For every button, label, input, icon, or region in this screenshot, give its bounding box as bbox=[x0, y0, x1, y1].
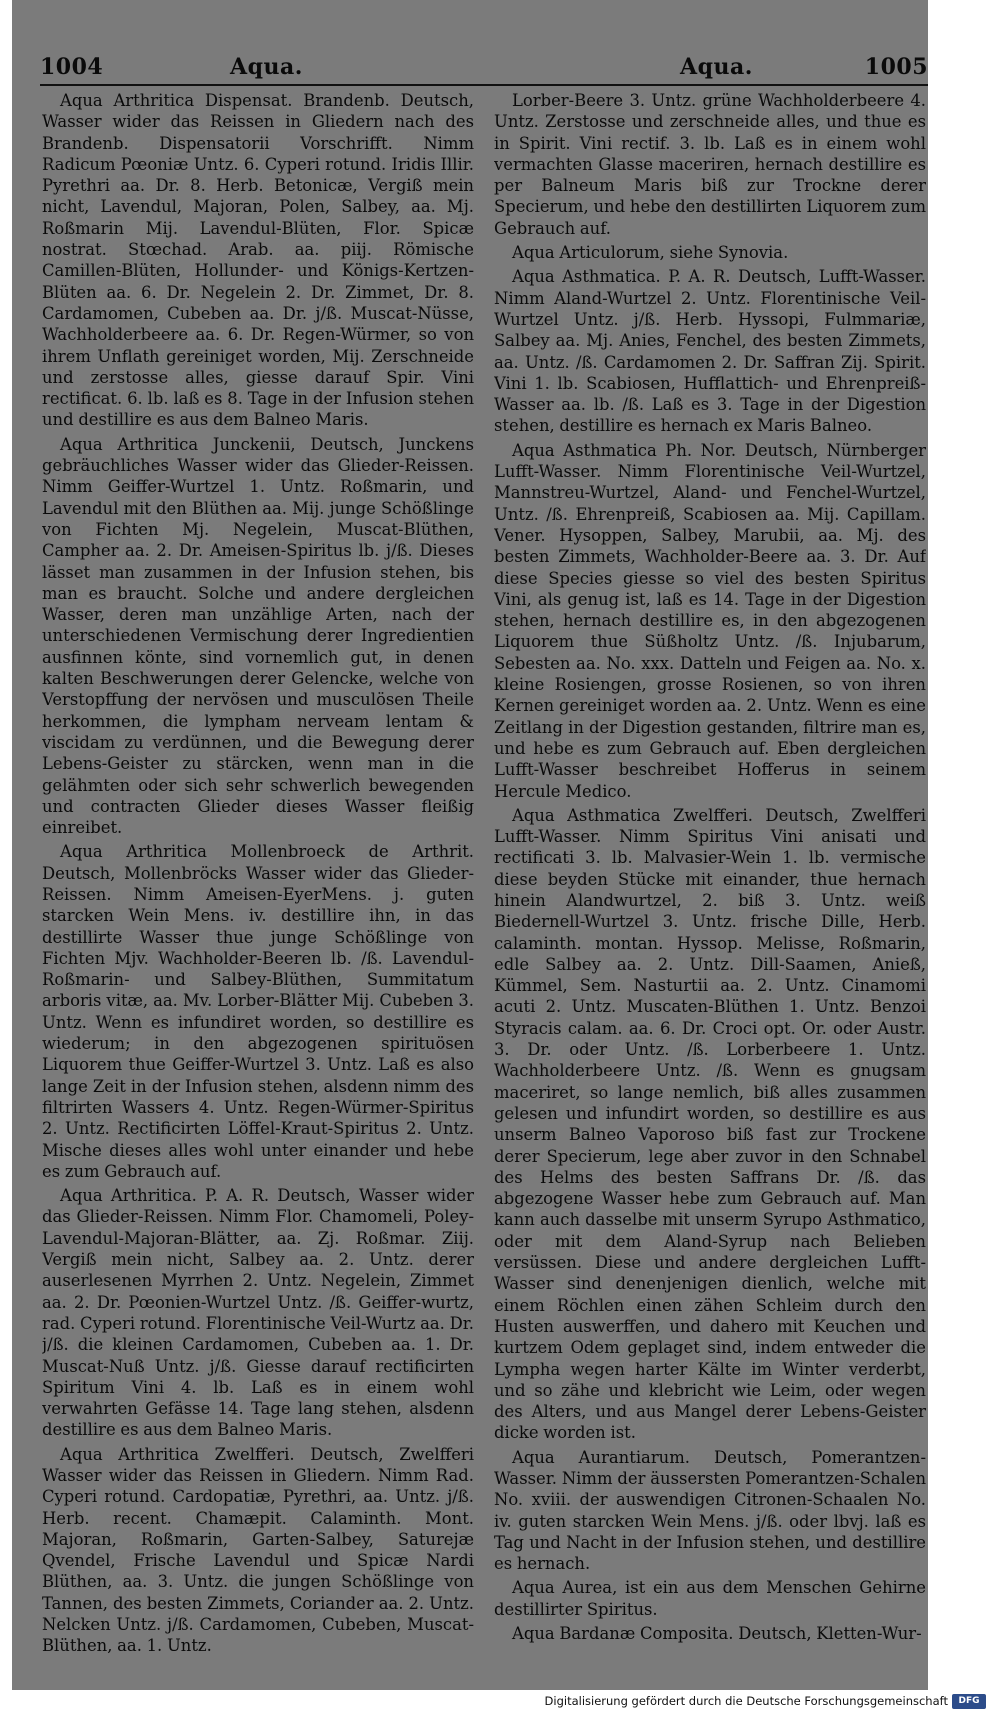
entry-arthritica-mollenbroeck: Aqua Arthritica Mollenbroeck de Arthrit. Deutsch, Mollenbröcks Wasser wider das Glieder-Reissen. Nimm Ameisen-EyerMens. j. guten starcken Wein Mens. iv. destillire ihn, in das destillirte Wasser thue junge Schößlinge von Fichten Mjv. Wachholder-Beeren lb. /ß. Lavendul-Roßmarin- und Salbey-Blüthen, Summitatum arboris vitæ, aa. Mv. Lorber-Blätter Mij. Cubeben 3. Untz. Wenn es infundiret worden, so destillire es wiederum; in den abgezogenen spirituösen Liquorem thue Geiffer-Wurtzel 3. Untz. Laß es also lange Zeit in der Infusion stehen, alsdenn nimm des filtrirten Wassers 4. Untz. Regen-Würmer-Spiritus 2. Untz. Rectificirten Löffel-Kraut-Spiritus 2. Untz. Mische dieses alles wohl unter einander und hebe es zum Gebrauch auf. bbox=[42, 842, 474, 1181]
page-number-right: 1005 bbox=[864, 54, 928, 80]
left-column bbox=[42, 90, 474, 1658]
entry-asthmatica-zwelfferi: Aqua Asthmatica Zwelfferi. Deutsch, Zwelfferi Lufft-Wasser. Nimm Spiritus Vini anisati und rectificati 3. lb. Malvasier-Wein 1. lb. vermische diese beyden Stücke mit einander, thue hernach hinein Alandwurtzel, 2. biß 3. Untz. weiß Biedernell-Wurtzel 3. Untz. frische Dille, Herb. calaminth. montan. Hyssop. Melisse, Roßmarin, edle Salbey aa. 2. Untz. Dill-Saamen, Anieß, Kümmel, Sem. Nasturtii aa. 2. Untz. Cinamomi acuti 2. Untz. Muscaten-Blüthen 1. Untz. Benzoi Styracis calam. aa. 6. Dr. Croci opt. Or. oder Austr. 3. Dr. oder Untz. /ß. Lorberbeere 1. Untz. Wachholderbeere Untz. /ß. Wenn es gnugsam maceriret, so lange nemlich, biß alles zusammen gelesen und infundirt worden, so destillire es aus unserm Balneo Vaporoso biß fast zur Trockene derer Specierum, lege aber zuvor in den Schnabel des Helms des besten Saffrans Dr. /ß. das abgezogene Wasser hebe zum Gebrauch auf. Man kann auch dasselbe mit unserm Syrupo Asthmatico, oder mit dem Aland-Syrup nach Belieben versüssen. Diese und andere dergleichen Lufft-Wasser sind denenjenigen dienlich, welche mit einem Röchlen einen zähen Schleim durch den Husten auswerffen, und dahero mit Keuchen und kurtzem Odem geplaget sind, indem entweder die Lympha wegen harter Kälte im Winter verderbt, und so zähe und klebricht wie Leim, oder wegen des Alters, und aus Mangel derer Lebens-Geister dicke worden ist. bbox=[494, 805, 926, 1443]
entry-aurantiarum: Aqua Aurantiarum. Deutsch, Pomerantzen-Wasser. Nimm der äussersten Pomerantzen-Schalen No. xviii. der auswendigen Citronen-Schaalen No. iv. guten starcken Wein Mens. j/ß. oder lbvj. laß es Tag und Nacht in der Infusion stehen, und destillire es hernach. bbox=[494, 1447, 926, 1574]
entry-arthritica-brandenb: Aqua Arthritica Dispensat. Brandenb. Deutsch, Wasser wider das Reissen in Gliedern nach des Brandenb. Dispensatorii Vorschrifft. Nimm Radicum Pœoniæ Untz. 6. Cyperi rotund. Iridis Illir. Pyrethri aa. Dr. 8. Herb. Betonicæ, Vergiß mein nicht, Lavendul, Majoran, Polen, Salbey, aa. Mj. Roßmarin Mij. Lavendul-Blüten, Flor. Spicæ nostrat. Stœchad. Arab. aa. piij. Römische Camillen-Blüten, Hollunder- und Königs-Kertzen-Blüten aa. 6. Dr. Negelein 2. Dr. Zimmet, Dr. 8. Cardamomen, Cubeben aa. Dr. j/ß. Muscat-Nüsse, Wachholderbeere aa. 6. Dr. Regen-Würmer, so von ihrem Unflath gereiniget worden, Mij. Zerschneide und zerstosse alles, giesse darauf Spir. Vini rectificat. 6. lb. laß es 8. Tage in der Infusion stehen und destillire es aus dem Balneo Maris. bbox=[42, 91, 474, 430]
entry-continuation: Lorber-Beere 3. Untz. grüne Wachholderbeere 4. Untz. Zerstosse und zerschneide alles, und thue es in Spirit. Vini rectif. 3. lb. Laß es in einem wohl vermachten Glasse maceriren, hernach destillire es per Balneum Maris biß zur Trockne derer Specierum, und hebe den destillirten Liquorem zum Gebrauch auf. bbox=[494, 91, 926, 238]
entry-articulorum: Aqua Articulorum, siehe Synovia. bbox=[512, 243, 789, 263]
running-title-left: Aqua. bbox=[230, 54, 303, 80]
entry-asthmatica-nor: Aqua Asthmatica Ph. Nor. Deutsch, Nürnberger Lufft-Wasser. Nimm Florentinische Veil-Wurtzel, Mannstreu-Wurtzel, Aland- und Fenchel-Wurtzel, Untz. /ß. Ehrenpreiß, Scabiosen aa. Mij. Capillam. Vener. Hysoppen, Salbey, Marubii, aa. Mj. des besten Zimmets, Wachholder-Beere aa. 3. Dr. Auf diese Species giesse so viel des besten Spiritus Vini, als genug ist, laß es 14. Tage in der Digestion stehen, hernach destillire es, in den abgezogenen Liquorem thue Süßholtz Untz. /ß. Injubarum, Sebesten aa. No. xxx. Datteln und Feigen aa. No. x. kleine Rosiengen, grosse Rosienen, so von ihren Kernen gereiniget worden aa. 2. Untz. Wenn es eine Zeitlang in der Digestion gestanden, filtrire man es, und hebe es zum Gebrauch auf. Eben dergleichen Lufft-Wasser beschreibet Hofferus in seinem Hercule Medico. bbox=[494, 440, 926, 801]
running-title-right: Aqua. bbox=[680, 54, 753, 80]
entry-aurea: Aqua Aurea, ist ein aus dem Menschen Gehirne destillirter Spiritus. bbox=[494, 1578, 926, 1619]
page-number-left: 1004 bbox=[40, 54, 104, 80]
right-column bbox=[494, 90, 926, 1658]
dfg-logo: DFG bbox=[952, 1694, 986, 1709]
page-body bbox=[40, 50, 928, 1690]
entry-arthritica-junckenii: Aqua Arthritica Junckenii, Deutsch, Junckens gebräuchliches Wasser wider das Glieder-Reissen. Nimm Geiffer-Wurtzel 1. Untz. Roßmarin, und Lavendul mit den Blüthen aa. Mij. junge Schößlinge von Fichten Mj. Negelein, Muscat-Blüthen, Campher aa. 2. Dr. Ameisen-Spiritus lb. j/ß. Dieses lässet man zusammen in der Infusion stehen, bis man es braucht. Solche und andere dergleichen Wasser, deren man unzählige Arten, nach der unterschiedenen Vermischung derer Ingredientien ausfinnen könte, sind vornemlich gut, in denen kalten Beschwerungen derer Gelencke, welche von Verstopffung der nervösen und musculösen Theile herkommen, die lympham nerveam lentam & viscidam zu verdünnen, und die Bewegung derer Lebens-Geister zu stärcken, wenn man in die gelähmten oder sich sehr schwerlich bewegenden und contracten Glieder dieses Wasser fleißig einreibet. bbox=[42, 434, 474, 838]
digitization-credit: Digitalisierung gefördert durch die Deutsche Forschungsgemeinschaft bbox=[544, 1694, 948, 1708]
left-margin bbox=[0, 0, 12, 1712]
running-header bbox=[40, 50, 928, 86]
right-margin bbox=[928, 0, 1000, 1712]
entry-bardanae: Aqua Bardanæ Composita. Deutsch, Kletten-Wur- bbox=[512, 1624, 922, 1644]
footer-strip bbox=[0, 1690, 1000, 1712]
entry-asthmatica-par: Aqua Asthmatica. P. A. R. Deutsch, Lufft-Wasser. Nimm Aland-Wurtzel 2. Untz. Florentinische Veil-Wurtzel Untz. j/ß. Herb. Hyssopi, Fulmmariæ, Salbey aa. Mj. Anies, Fenchel, des besten Zimmets, aa. Untz. /ß. Cardamomen 2. Dr. Saffran Zij. Spirit. Vini 1. lb. Scabiosen, Hufflattich- und Ehrenpreiß-Wasser aa. lb. /ß. Laß es 3. Tage in der Digestion stehen, destillire es hernach ex Maris Balneo. bbox=[494, 267, 926, 436]
entry-arthritica-zwelfferi: Aqua Arthritica Zwelfferi. Deutsch, Zwelfferi Wasser wider das Reissen in Gliedern. Nimm Rad. Cyperi rotund. Cardopatiæ, Pyrethri, aa. Untz. j/ß. Herb. recent. Chamæpit. Calaminth. Mont. Majoran, Roßmarin, Garten-Salbey, Saturejæ Qvendel, Frische Lavendul und Spicæ Nardi Blüthen, aa. 3. Untz. die jungen Schößlinge von Tannen, des besten Zimmets, Coriander aa. 2. Untz. Nelcken Untz. j/ß. Cardamomen, Cubeben, Muscat-Blüthen, aa. 1. Untz. bbox=[42, 1444, 474, 1656]
entry-arthritica-par: Aqua Arthritica. P. A. R. Deutsch, Wasser wider das Glieder-Reissen. Nimm Flor. Chamomeli, Poley-Lavendul-Majoran-Blätter, aa. Zj. Roßmar. Ziij. Vergiß mein nicht, Salbey aa. 2. Untz. derer auserlesenen Myrrhen 2. Untz. Negelein, Zimmet aa. 2. Dr. Pœonien-Wurtzel Untz. /ß. Geiffer-wurtz, rad. Cyperi rotund. Florentinische Veil-Wurtz aa. Dr. j/ß. die kleinen Cardamomen, Cubeben aa. 1. Dr. Muscat-Nuß Untz. j/ß. Giesse darauf rectificirten Spiritum Vini 4. lb. Laß es in einem wohl verwahrten Gefässe 14. Tage lang stehen, alsdenn destillire es aus dem Balneo Maris. bbox=[42, 1186, 474, 1440]
